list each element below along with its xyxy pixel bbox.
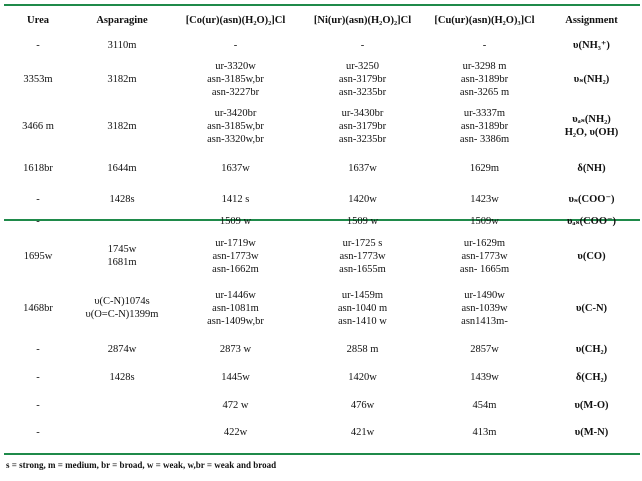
cell-assignment: υ(CH₂) [575,344,608,355]
cell-ni-complex: ur-1459m asn-1040 m asn-1410 w [337,289,388,327]
cell-co-complex: - [233,40,238,51]
table-row [4,102,640,150]
cell-cu-complex: 2857w [470,344,499,355]
cell-asparagine [72,419,172,445]
cell-ni-complex: 1420w [348,372,377,383]
cell-co-complex: 472 w [222,399,249,411]
cell-cu-complex: ur-1629m asn-1773w asn- 1665m [459,237,510,275]
cell-urea: 1695w [23,250,53,262]
cell-ni-complex: 421w [350,426,375,438]
table-row [4,364,640,391]
cell-co-complex: 1637w [221,163,250,174]
cell-urea: - [36,426,40,438]
cell-asparagine: 3182m [107,120,137,132]
cell-cu-complex: ur-3298 m asn-3189br asn-3265 m [459,61,510,98]
table-row [4,150,640,187]
cell-assignment: υₐₛ(NH₂) H₂O, υ(OH) [564,114,619,138]
cell-assignment: υ(M-O) [574,399,609,411]
cell-ni-complex: - [360,40,365,51]
cell-ni-complex: ur-1725 s asn-1773w asn-1655m [339,237,386,275]
cell-ni-complex: 1637w [348,163,377,174]
table-row [4,231,640,281]
table-row [4,34,640,57]
cell-cu-complex: 1509w [470,215,499,227]
cell-assignment: υₛ(NH₂) [573,74,610,85]
cell-urea: - [36,215,40,227]
header-co-complex: [Co(ur)(asn)(H₂O)₂]Cl [185,14,286,26]
cell-cu-complex: 1423w [470,193,499,205]
header-ni-complex: [Ni(ur)(asn)(H₂O)₂]Cl [313,14,412,26]
cell-asparagine: υ(C-N)1074s υ(O=C-N)1399m [85,296,159,320]
table-header-row [4,6,640,34]
cell-co-complex: ur-3420br asn-3185w,br asn-3320w,br [207,107,264,145]
cell-ni-complex: 1509 w [346,215,379,227]
cell-asparagine: 1644m [107,163,137,174]
table-row [4,419,640,445]
table-row [4,211,640,231]
cell-co-complex: ur-1719w asn-1773w asn-1662m [212,237,259,275]
cell-cu-complex: 413m [472,426,497,438]
cell-assignment: δ(NH) [577,163,606,174]
ir-spectra-table [4,6,640,445]
cell-urea: - [36,193,40,205]
header-cu-complex: [Cu(ur)(asn)(H₂O)₃]Cl [434,14,535,26]
cell-cu-complex: 454m [472,399,497,411]
cell-assignment: υₐₛ(COO⁻) [566,215,617,227]
cell-ni-complex: ur-3250 asn-3179br asn-3235br [338,61,387,98]
cell-urea: 3466 m [22,120,54,132]
cell-cu-complex: ur-1490w asn-1039w asn1413m- [461,289,508,327]
table-body [4,34,640,445]
cell-co-complex: 2873 w [219,344,252,355]
cell-urea: 1618br [23,163,53,174]
abbreviation-legend: s = strong, m = medium, br = broad, w = weak, w,br = weak and broad [6,460,277,470]
header-urea: Urea [27,14,49,26]
cell-co-complex: ur-3320w asn-3185w,br asn-3227br [207,61,264,98]
header-asparagine: Asparagine [96,14,148,26]
cell-ni-complex: 1420w [348,193,377,205]
cell-asparagine [72,391,172,419]
table-row [4,57,640,102]
cell-ni-complex: ur-3430br asn-3179br asn-3235br [338,107,387,145]
cell-asparagine: 2874w [107,344,137,355]
header-assignment: Assignment [565,14,618,26]
cell-ni-complex: 476w [350,399,375,411]
cell-asparagine: 1428s [109,193,135,205]
cell-co-complex: 1509 w [219,215,252,227]
cell-urea: 1468br [23,302,53,314]
cell-asparagine: 3110m [107,40,137,51]
cell-urea: - [36,344,40,355]
cell-urea: - [36,372,40,383]
cell-asparagine: 3182m [107,74,137,85]
cell-urea: - [36,40,40,51]
cell-asparagine [72,211,172,231]
cell-cu-complex: 1439w [470,372,499,383]
cell-cu-complex: ur-3337m asn-3189br asn- 3386m [459,107,510,145]
cell-assignment: υ(C-N) [575,302,608,314]
cell-urea: 3353m [23,74,53,85]
cell-co-complex: ur-1446w asn-1081m asn-1409w,br [207,289,264,327]
cell-assignment: δ(CH₂) [575,372,608,383]
table-row [4,335,640,364]
table-row [4,281,640,335]
table-row [4,187,640,211]
table-bottom-rule [4,453,640,455]
cell-co-complex: 1412 s [221,193,250,205]
cell-ni-complex: 2858 m [346,344,379,355]
cell-urea: - [36,399,40,411]
cell-asparagine: 1745w 1681m [107,244,137,268]
cell-assignment: υ(NH₃⁺) [573,40,610,51]
cell-assignment: υₛ(COO⁻) [568,193,615,205]
cell-cu-complex: - [482,40,487,51]
cell-assignment: υ(CO) [577,250,606,262]
cell-assignment: υ(M-N) [574,426,609,438]
cell-cu-complex: 1629m [469,163,500,174]
cell-co-complex: 422w [223,426,248,438]
cell-asparagine: 1428s [109,372,135,383]
table-row [4,391,640,419]
cell-co-complex: 1445w [221,372,250,383]
